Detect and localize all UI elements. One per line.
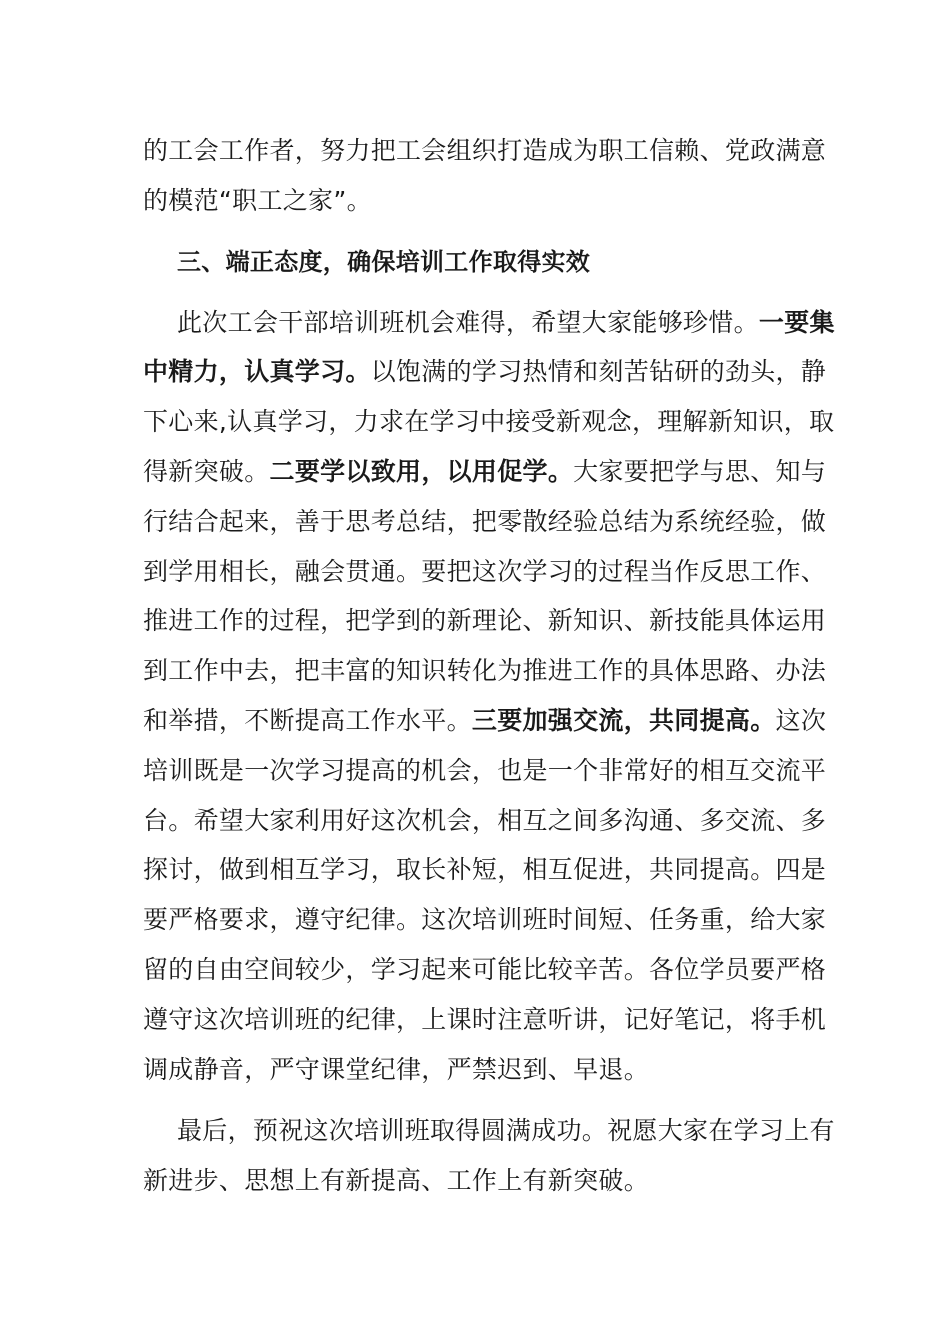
text-line: 的模范“职工之家”。 (143, 185, 372, 215)
bold-point-1: 一要集 (758, 307, 835, 337)
text-line: 培训既是一次学习提高的机会，也是一个非常好的相互交流平 (143, 755, 827, 785)
text-run: 这次 (775, 705, 827, 735)
text-line (143, 347, 827, 397)
paragraph-closing (143, 1106, 835, 1206)
text-run: 大家要把学与思、知与 (573, 456, 827, 486)
text-line: 最后，预祝这次培训班取得圆满成功。祝愿大家在学习上有 (177, 1116, 835, 1146)
text-line (143, 696, 827, 746)
text-run: 得新突破。 (143, 456, 270, 486)
text-line: 到学用相长，融会贯通。要把这次学习的过程当作反思工作、 (143, 556, 827, 586)
text-run: 以饱满的学习热情和刻苦钻研的劲头，静 (370, 357, 827, 387)
text-line: 留的自由空间较少，学习起来可能比较辛苦。各位学员要严格 (143, 954, 827, 984)
text-line: 行结合起来，善于思考总结，把零散经验总结为系统经验，做 (143, 506, 827, 536)
text-line: 遵守这次培训班的纪律，上课时注意听讲，记好笔记，将手机 (143, 1004, 827, 1034)
paragraph-intro-continuation (143, 126, 827, 226)
bold-point-3: 三要加强交流，共同提高。 (471, 705, 776, 735)
text-run: 此次工会干部培训班机会难得，希望大家能够珍惜。 (177, 307, 759, 337)
text-line: 到工作中去，把丰富的知识转化为推进工作的具体思路、办法 (143, 656, 827, 686)
text-line: 台。希望大家利用好这次机会，相互之间多沟通、多交流、多 (143, 805, 827, 835)
text-run: 和举措，不断提高工作水平。 (143, 705, 472, 735)
text-line: 推进工作的过程，把学到的新理论、新知识、新技能具体运用 (143, 606, 827, 636)
text-line: 调成静音，严守课堂纪律，严禁迟到、早退。 (143, 1054, 650, 1084)
text-line (143, 447, 827, 497)
paragraph-training-requirements (143, 298, 835, 1095)
text-line: 的工会工作者，努力把工会组织打造成为职工信赖、党政满意 (143, 136, 827, 165)
document-body (143, 126, 835, 1206)
bold-point-2: 二要学以致用，以用促学。 (269, 456, 574, 486)
text-line: 新进步、思想上有新提高、工作上有新突破。 (143, 1166, 650, 1196)
section-heading: 三、端正态度，确保培训工作取得实效 (177, 247, 591, 276)
text-line: 要严格要求，遵守纪律。这次培训班时间短、任务重，给大家 (143, 905, 827, 935)
bold-point-1-cont: 中精力，认真学习。 (143, 357, 371, 387)
text-line (143, 298, 835, 348)
text-line: 探讨，做到相互学习，取长补短，相互促进，共同提高。四是 (143, 855, 827, 885)
text-line: 下心来,认真学习，力求在学习中接受新观念，理解新知识，取 (143, 407, 835, 437)
